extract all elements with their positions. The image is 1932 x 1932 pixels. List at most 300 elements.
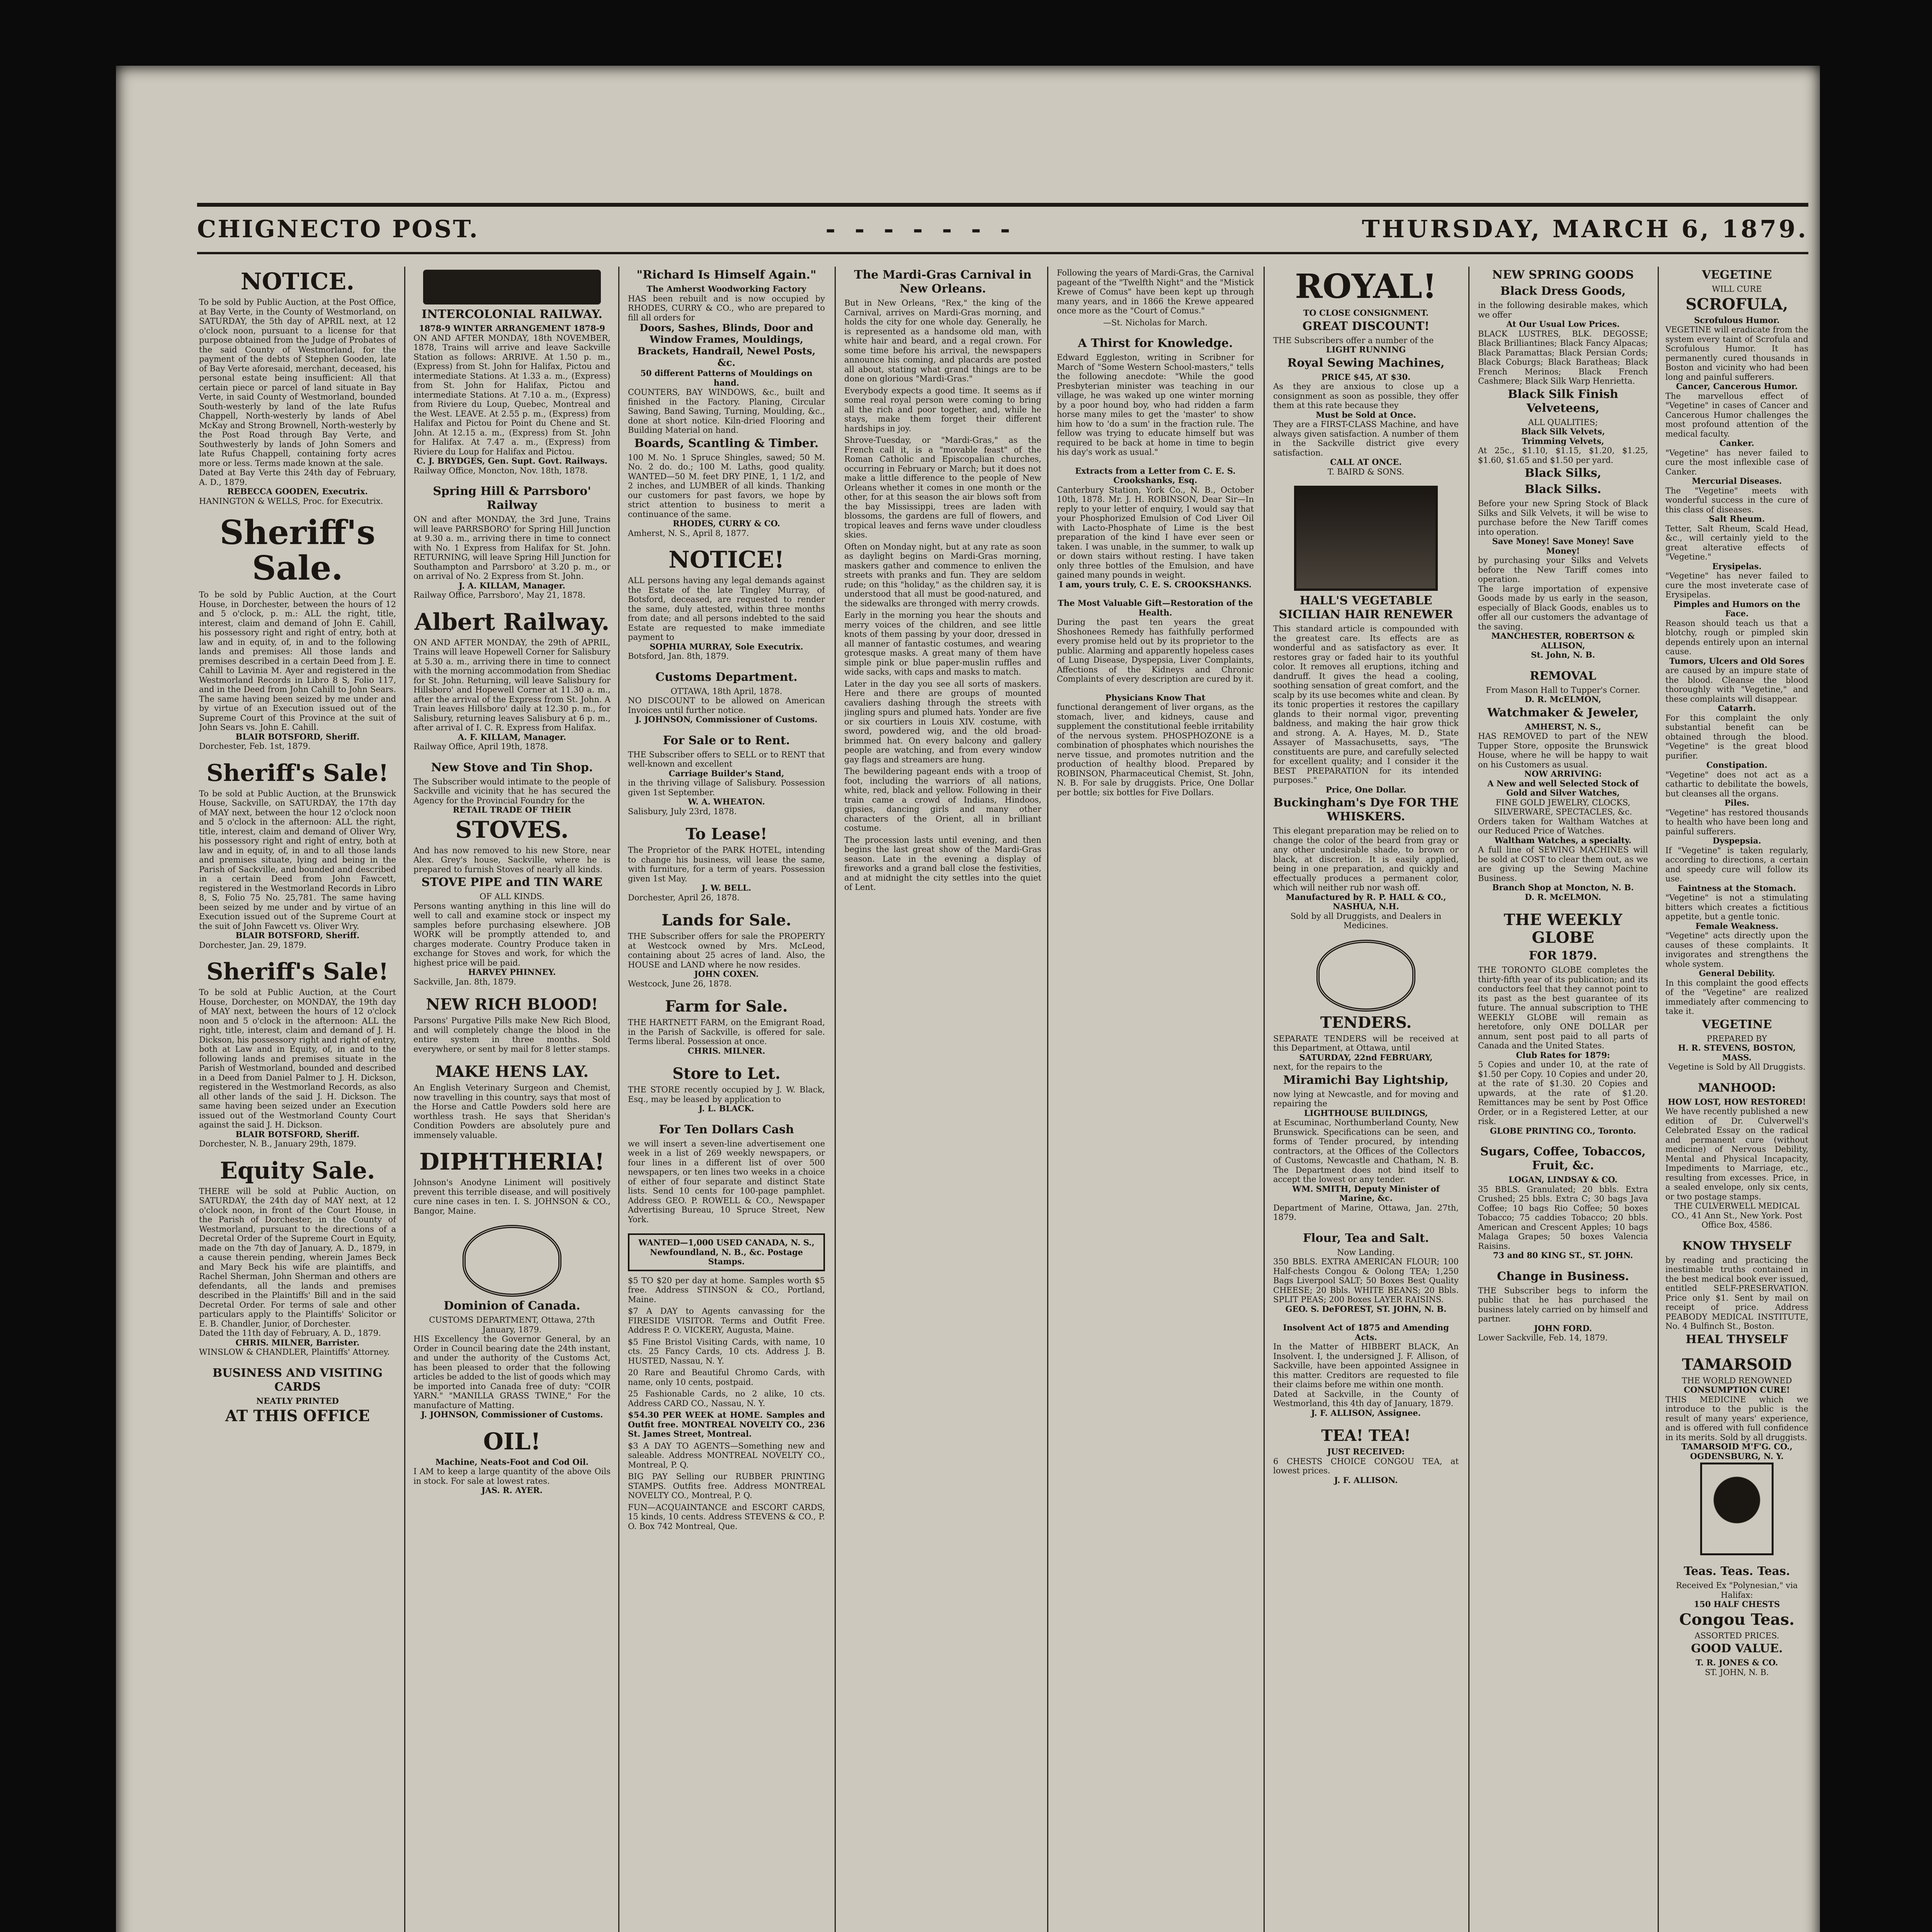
thirst-body: Edward Eggleston, writing in Scribner for March of "Some Western School-masters," tells the following anecdote: "While the good Presbyterian minister was teaching in our village, he was waked up one winter morning by a poor hound boy, who had ridden a farm horse many miles to get the 'master' to show him how to 'do a sum' in the fraction rule. The fellow was trying to educate himself but was required to be back at home in time to begin his day's work as usual." [1057, 353, 1254, 457]
vegetine-section-text: "Vegetine" has never failed to cure the most inveterate case of Erysipelas. [1665, 571, 1808, 599]
black-silks-body: Before your new Spring Stock of Black Silks and Silk Velvets, it will be wise to purchase before the New Tariff comes into operation. [1478, 499, 1648, 537]
vegetine-body: VEGETINE will eradicate from the system every taint of Scrofula and Scrofulous Humor. It has permanently cured thousands in Boston and vicinity who had been long and painful sufferers. [1665, 325, 1808, 382]
removal-sub: From Mason Hall to Tupper's Corner. [1486, 685, 1640, 695]
notice-signature: REBECCA GOODEN, Executrix. [227, 486, 368, 496]
ten-dollars-body: we will insert a seven-line advertisement one week in a list of 269 weekly newspapers, or four lines in a different list of over 500 newspapers, or ten lines two weeks in a choice of either of four separate and distinct State lists. Send 10 cents for 100-page pamphlet. Address GEO. P. ROWELL & CO., Newspaper Advertising Bureau, 10 Spruce Street, New York. [628, 1139, 825, 1224]
sugars-body: 35 BBLS. Granulated; 20 bbls. Extra Crushed; 25 bbls. Extra C; 30 bags Java Coffee; 10 bags Rio Coffee; 50 boxes Tobacco; 75 caddies Tobacco; 20 bbls. American and Crescent Apples; 10 bags Malaga Grapes; 50 boxes Valencia Raisins. [1478, 1184, 1648, 1251]
small-ad: $7 A DAY to Agents canvassing for the FIRESIDE VISITOR. Terms and Outfit Free. Address P. O. VICKERY, Augusta, Maine. [628, 1306, 825, 1335]
change-title: Change in Business. [1497, 1269, 1629, 1283]
stove-shop-body: The Subscriber would intimate to the people of Sackville and vicinity that he has secured the Agency for the Provincial Foundry for the [413, 777, 611, 805]
royal-signature: T. BAIRD & SONS. [1327, 467, 1405, 476]
teas-place: ST. JOHN, N. B. [1705, 1667, 1769, 1677]
to-lease-body: The Proprietor of the PARK HOTEL, intending to change his business, will lease the same, with furniture, for a term of years. Possession given 1st May. [628, 845, 825, 883]
teas-title: Teas. Teas. Teas. [1684, 1565, 1790, 1578]
teas-value: GOOD VALUE. [1691, 1642, 1783, 1655]
masthead-top-rule [197, 203, 1808, 207]
stove-shop-body2: And has now removed to his new Store, near Alex. Grey's house, Sackville, where he is prepared to furnish Stoves of nearly all kinds. [413, 845, 611, 874]
for-sale-ad [628, 734, 825, 816]
teas-chests: 150 HALF CHESTS [1694, 1599, 1780, 1609]
globe-year: FOR 1879. [1529, 949, 1597, 963]
black-silks-title-2: Black Silks. [1524, 483, 1602, 496]
article-paragraph: Everybody expects a good time. It seems as if some real royal person were coming to bring all the rich and poor together, and, while he stays, make them forget their different hardships in joy. [844, 386, 1041, 433]
wanted-stamps-title: WANTED—1,000 USED CANADA, N. S., Newfoundland, N. B., &c. Postage Stamps. [638, 1238, 815, 1266]
column-divider [404, 267, 405, 1932]
murray-notice [628, 547, 825, 661]
whiskers-body: This elegant preparation may be relied on to change the color of the beard from gray or any other undesirable shade, to brown or black, at discretion. It is easily applied, being in one preparation, and quickly and effectually produces a permanent color, which will neither rub nor wash off. [1273, 826, 1459, 892]
oil-subtitle: Machine, Neats-Foot and Cod Oil. [435, 1457, 589, 1467]
for-sale-signature: W. A. WHEATON. [688, 797, 765, 806]
article-paragraph: Early in the morning you hear the shouts and merry voices of the children, and see little knots of them passing by your door, dressed in all manner of fantastic costumes, and wearing grotesque masks. A great many of them have simple pink or blue paper-muslin ruffles and wide sacks, with caps and masks to match. [844, 611, 1041, 677]
gift-title: The Most Valuable Gift—Restoration of the Health. [1058, 598, 1253, 617]
vegetine-sold: Vegetine is Sold by All Druggists. [1668, 1062, 1806, 1071]
notice-proctor: HANINGTON & WELLS, Proc. for Executrix. [199, 496, 383, 506]
vegetine-section-text: "Vegetine" has restored thousands to health who have been long and painful sufferers. [1665, 808, 1808, 836]
insolvent-act-notice [1273, 1323, 1459, 1418]
article-paragraph: The procession lasts until evening, and then begins the last great show of the Mardi-Gras season. Late in the evening a display of fireworks and a grand ball close the festivities, and at midnight the city settles into the quiet of Lent. [844, 835, 1041, 892]
know-body: by reading and practicing the inestimable truths contained in the best medical book ever issued, entitled SELF-PRESERVATION. Price only $1. Sent by mail on receipt of price. Address PEABODY MEDICAL INSTITUTE, No. 4 Bulfinch St., Boston. [1665, 1255, 1808, 1331]
column-7 [1478, 267, 1648, 1932]
column-1 [199, 267, 396, 1932]
richard-body2: COUNTERS, BAY WINDOWS, &c., built and finished in the Factory. Planing, Circular Sawing, Band Sawing, Turning, Moulding, &c., done at short notice. Kiln-dried Flooring and Building Material on hand. [628, 388, 825, 435]
sheriff-sale-1-signature: BLAIR BOTSFORD, Sheriff. [235, 731, 360, 742]
train-illustration [423, 270, 601, 304]
tenders-title: TENDERS. [1320, 1013, 1412, 1032]
years-body: Following the years of Mardi-Gras, the Carnival pageant of the "Twelfth Night" and the "Mistick Krewe of Comus" have been kept up through many years, and in 1866 the Krewe appeared once more as the "Court of Comus." [1057, 268, 1254, 315]
intercolonial-subtitle: 1878-9 WINTER ARRANGEMENT 1878-9 [419, 323, 605, 333]
masthead [197, 209, 1808, 248]
printing-ad [199, 1366, 396, 1425]
vegetine-section-text: are caused by an impure state of the blood. Cleanse the blood thoroughly with "Vegetine," and these complaints will disappear. [1665, 666, 1808, 704]
notice-body: To be sold by Public Auction, at the Post Office, at Bay Verte, in the County of Westmorland, on SATURDAY, the 5th day of APRIL next, at 12 o'clock noon, pursuant to a license for that purpose obtained from the Judge of Probates of the said County of Westmorland, for the payment of the debts of Stephen Gooden, late of Bay Verte aforesaid, merchant, deceased, his personal estate being insufficient: All that certain piece or parcel of land situate in Bay Verte, in said County of Westmorland, bounded South-westerly by land of the late Rufus Chappell, North-westerly by lands of Abel McKay and Strong Brownell, North-westerly by the Post Road through Bay Verte, and Southwesterly by lands of John Somers and late Rufus Chappell, containing forty acres more or less. Terms made known at the sale. [199, 298, 396, 468]
parrsboro-railway-ad [413, 485, 611, 600]
sheriff-sale-2-body: To be sold at Public Auction, at the Brunswick House, Sackville, on SATURDAY, the 17th day of MAY next, between the hour 12 o'clock noon and 5 o'clock in the afternoon: ALL the right, title, interest, claim and demand of Oliver Wry, his possessory right and right of entry, both at law and in equity, of, in and to all those lands and premises situate, lying and being in the Parish of Sackville, and bounded and described in a certain Deed from John Fawcett, registered in the Westmorland Records in Libro 8, S, Folio 75 No. 25,781. The same having been seized by me under and by virtue of an Execution issued out of the Supreme Court at the suit of John Fawcett vs. Oliver Wry. [199, 789, 396, 931]
stove-shop-body3: Persons wanting anything in this line will do well to call and examine stock or inspect my samples before purchasing elsewhere. JOB WORK will be promptly attended to, and charges moderate. Country Produce taken in exchange for Stoves and work, for which the highest price will be paid. [413, 901, 611, 968]
teas-assorted: ASSORTED PRICES. [1694, 1631, 1779, 1640]
removal-name: D. R. McELMON, [1525, 694, 1601, 704]
vegetine-section-text: "Vegetine" acts directly upon the causes of these complaints. It invigorates and strengthens the whole system. [1665, 931, 1808, 969]
tamarsoid-sub: THE WORLD RENOWNED [1682, 1376, 1792, 1385]
stove-shop-title: New Stove and Tin Shop. [431, 760, 593, 774]
tenders-date: SATURDAY, 22nd FEBRUARY, [1299, 1052, 1433, 1062]
vegetine-sections [1665, 382, 1808, 1016]
scrofula-sub: Scrofulous Humor. [1694, 315, 1780, 325]
oil-title: OIL! [483, 1428, 541, 1455]
weekly-globe-ad [1478, 911, 1648, 1136]
intercolonial-title: INTERCOLONIAL RAILWAY. [422, 308, 602, 321]
silk-velvets: Black Silk Velvets, [1521, 427, 1605, 436]
small-ads-list [628, 1276, 825, 1531]
store-signature: J. L. BLACK. [699, 1104, 754, 1113]
tenders-body2: next, for the repairs to the [1273, 1062, 1383, 1071]
stove-shop-retail: RETAIL TRADE OF THEIR [452, 805, 571, 815]
intercolonial-body: ON AND AFTER MONDAY, 18th NOVEMBER, 1878, Trains will arrive and leave Sackville Station as follows: ARRIVE. At 1.50 p. m., (Express) from St. John for Halifax, Pictou and intermediate Stations. At 1.33 a. m., (Express) from St. John for Halifax, Pictou and intermediate Stations. At 7.10 a. m., (Express) from Riviere du Loup, Quebec, Montreal and the West. LEAVE. At 2.55 p. m., (Express) from Halifax and Pictou for Point du Chene and St. John. At 12.15 a. m., (Express) from St. John for Halifax. At 7.47 a. m., (Express) from Riviere du Loup for Halifax and Pictou. [413, 333, 611, 456]
save-money: Save Money! Save Money! Save Money! [1492, 536, 1634, 556]
vegetine-sub: WILL CURE [1712, 284, 1762, 294]
valuable-gift-article [1057, 599, 1254, 684]
physicians-title: Physicians Know That [1105, 692, 1206, 702]
store-title: Store to Let. [672, 1065, 781, 1083]
testimonial [1057, 466, 1254, 590]
trimming-velvets: Trimming Velvets, [1522, 436, 1604, 446]
albert-railway-dated: Railway Office, April 19th, 1878. [413, 742, 548, 751]
heal-title: HEAL THYSELF [1685, 1332, 1788, 1346]
hair-renewer-price: Price, One Dollar. [1325, 784, 1406, 794]
dominion-signature: J. JOHNSON, Commissioner of Customs. [421, 1410, 603, 1419]
notice-ad [199, 269, 396, 506]
parrsboro-signature: J. A. KILLAM, Manager. [459, 580, 565, 590]
lands-signature: JOHN COXEN. [694, 969, 759, 979]
parrsboro-dated: Railway Office, Parrsboro', May 21, 1878. [413, 590, 585, 600]
removal-signature: D. R. McELMON. [1525, 892, 1601, 902]
teas-firm: T. R. JONES & CO. [1696, 1658, 1778, 1667]
hens-lay-ad [413, 1063, 611, 1140]
flour-body: 350 BBLS. EXTRA AMERICAN FLOUR; 100 Half-chests Congou & Oolong TEA; 1,250 Bags Liverpool SALT; 50 Boxes Best Quality CHEESE; 20 Bbls. WHITE BEANS; 20 Bbls. SPLIT PEAS; 200 Boxes LAYER RAISINS. [1273, 1257, 1459, 1304]
velveteens-quality: ALL QUALITIES; [1528, 417, 1598, 427]
vegetine-section-text: The marvellous effect of "Vegetine" in cases of Cancer and Cancerous Humor challenges the most profound attention of the medical faculty. [1665, 391, 1808, 439]
richard-mouldings: 50 different Patterns of Mouldings on hand. [640, 368, 813, 388]
albert-railway-body: ON AND AFTER MONDAY, the 29th of APRIL, Trains will leave Hopewell Corner for Salisbury at 5.30 a. m., arriving there in time to connect with the morning accommodation from Shediac for St. John. Returning, will leave Salisbury for Hillsboro' and Hopewell Corner at 11.30 a. m., after the arrival of the Express from St. John. A Train leaves Hillsboro' daily at 12.30 p. m., for Salisbury, returning leaves Salisbury at 6 p. m., after arrival of I. C. R. Express from Halifax. [413, 638, 611, 732]
mardi-gras-continued [1057, 268, 1254, 327]
removal-arriving: NOW ARRIVING: [1524, 769, 1602, 779]
spring-goods-title: NEW SPRING GOODS [1492, 268, 1634, 282]
years-signature: —St. Nicholas for March. [1103, 318, 1208, 327]
vegetine-section-text: For this complaint the only substantial benefit can be obtained through the blood. "Vegetine" is the great blood purifier. [1665, 713, 1808, 760]
flour-title: Flour, Tea and Salt. [1303, 1231, 1429, 1245]
richard-dated: Amherst, N. S., April 8, 1877. [628, 528, 749, 538]
royal-price: PRICE $45, AT $30. [1321, 372, 1411, 382]
vegetine-section-text: The "Vegetine" meets with wonderful success in the cure of this class of diseases. [1665, 486, 1808, 514]
vegetine-section-text: Reason should teach us that a blotchy, rough or pimpled skin depends entirely upon an internal cause. [1665, 618, 1808, 656]
dress-goods-list: BLACK LUSTRES, BLK. DEGOSSE; Black Brilliantines; Black Fancy Alpacas; Black Paramattas; Black Persian Cords; Black Coburgs; Black Baratheas; Black French Merinos; Black French Cashmere; Black Silk Warp Henrietta. [1478, 329, 1648, 386]
intercolonial-dated: Railway Office, Moncton, Nov. 18th, 1878. [413, 466, 588, 475]
dress-goods-prices: At Our Usual Low Prices. [1506, 319, 1620, 329]
column-4 [844, 267, 1041, 1932]
change-body: THE Subscriber begs to inform the public that he has purchased the business lately carried on by himself and partner. [1478, 1286, 1648, 1323]
vegetine-prepared: PREPARED BY [1706, 1034, 1767, 1043]
tenders-buildings: LIGHTHOUSE BUILDINGS, [1304, 1108, 1428, 1118]
testimonial-title: Extracts from a Letter from C. E. S. Crookshanks, Esq. [1075, 466, 1236, 485]
sheriff-sale-1-body: To be sold by Public Auction, at the Court House, in Dorchester, between the hours of 12 and 5 o'clock, p. m.: ALL the right, title, interest, claim and demand of John E. Cahill, his possessory right and right of entry, both at law and in equity, of, in and to the following lands and premises: All those lands and premises described in a certain Deed from J. E. Cahill to Lavinia M. Ayer and registered in the Westmorland Records in Libro 8 S, Folio 117, and in the Deed from John Cahill to John Sears. The same having been seized by me under and by virtue of an Execution issued out of the Supreme Court of this Province at the suit of John Sears vs. John E. Cahill. [199, 590, 396, 732]
tamarsoid-cure: CONSUMPTION CURE! [1684, 1385, 1790, 1395]
customs-department-notice [628, 670, 825, 724]
albert-railway-ad [413, 609, 611, 752]
masthead-dashes: - - - - - - - [825, 214, 1016, 243]
murray-notice-body: ALL persons having any legal demands against the Estate of the late Tingley Murray, of Botsford, deceased, are requested to render the same, duly attested, within three months from date; and all persons indebted to the said Estate are requested to make immediate payment to [628, 576, 825, 642]
sheriff-sale-1-dated: Dorchester, Feb. 1st, 1879. [199, 742, 311, 751]
msa-place: St. John, N. B. [1531, 650, 1595, 660]
equity-sale-signature: CHRIS. MILNER, Barrister. [235, 1337, 360, 1347]
insolvent-title: Insolvent Act of 1875 and Amending Acts. [1283, 1323, 1449, 1342]
albert-railway-signature: A. F. KILLAM, Manager. [457, 732, 566, 742]
tea-signature: J. F. ALLISON. [1334, 1475, 1398, 1485]
to-lease-ad [628, 825, 825, 902]
richard-boards: Boards, Scantling & Timber. [634, 436, 819, 450]
sheriff-sale-3-signature: BLAIR BOTSFORD, Sheriff. [235, 1129, 360, 1139]
teas-body: Received Ex "Polynesian," via Halifax: [1676, 1581, 1798, 1600]
lands-title: Lands for Sale. [662, 911, 791, 929]
article-paragraph: The bewildering pageant ends with a troop of foot, including the warriors of all nations, white, red, black and yellow. Following in their train came a crowd of Indians, Hindoos, gipsies, dancing girls and many other characters of the Orient, all in brilliant costume. [844, 767, 1041, 833]
removal-ad [1478, 669, 1648, 902]
for-sale-body2: in the thriving village of Salisbury. Possession given 1st September. [628, 778, 825, 797]
tamarsoid-body: THIS MEDICINE which we introduce to the public is the result of many years' experience, and is offered with full confidence in its merits. Sold by all druggists. [1665, 1395, 1808, 1442]
dominion-canada-notice [413, 1225, 611, 1420]
thirst-title: A Thirst for Knowledge. [1078, 337, 1233, 350]
equity-sale-title: Equity Sale. [220, 1157, 375, 1184]
tenders-notice [1273, 940, 1459, 1222]
vegetine-section-heading: Faintness at the Stomach. [1677, 883, 1796, 893]
albert-railway-title: Albert Railway. [414, 608, 610, 636]
royal-body2: As they are anxious to close up a consignment as soon as possible, they offer them at this rate because they [1273, 382, 1459, 410]
vegetine-section-text: Tetter, Salt Rheum, Scald Head, &c., will certainly yield to the great alterative effects of "Vegetine." [1665, 524, 1808, 561]
flour-tea-salt-ad [1273, 1231, 1459, 1314]
removal-trade: Watchmaker & Jeweler, [1487, 706, 1639, 719]
store-to-let-ad [628, 1065, 825, 1114]
tamarsoid-title: TAMARSOID [1682, 1355, 1792, 1374]
vegetine-section-heading: Dyspepsia. [1713, 836, 1761, 845]
whiskers-title: Buckingham's Dye FOR THE WHISKERS. [1273, 796, 1459, 823]
mardi-gras-article [844, 268, 1041, 892]
murray-notice-signature: SOPHIA MURRAY, Sole Executrix. [650, 641, 803, 651]
gift-body: During the past ten years the great Shoshonees Remedy has faithfully performed every promise held out by its proprietor to the public. Alarming and apparently hopeless cases of Lung Disease, Dyspepsia, Liver Complaints, Affections of the Kidneys and Chronic Complaints of every description are cured by it. [1057, 617, 1254, 684]
parrsboro-title: Spring Hill & Parrsboro' Railway [433, 485, 591, 512]
ten-dollars-title: For Ten Dollars Cash [659, 1122, 794, 1136]
store-body: THE STORE recently occupied by J. W. Black, Esq., may be leased by application to [628, 1085, 825, 1104]
masthead-bottom-rule [197, 252, 1808, 254]
for-sale-body: THE Subscriber offers to SELL or to RENT that well-known and excellent [628, 750, 825, 769]
equity-sale-dated: Dated the 11th day of February, A. D., 1879. [199, 1328, 381, 1338]
small-ad: FUN—ACQUAINTANCE and ESCORT CARDS, 15 kinds, 10 cents. Address STEVENS & CO., P. O. Box 742 Montreal, Que. [628, 1502, 825, 1531]
know-title: KNOW THYSELF [1682, 1239, 1792, 1253]
know-thyself-ad [1665, 1239, 1808, 1347]
equity-sale-attorney: WINSLOW & CHANDLER, Plaintiffs' Attorney. [199, 1347, 390, 1357]
dominion-title: Dominion of Canada. [444, 1299, 580, 1313]
testimonial-body: Canterbury Station, York Co., N. B., October 10th, 1878. Mr. J. H. ROBINSON, Dear Sir—In reply to your letter of enquiry, I would say that your Phosphorized Emulsion of Cod Liver Oil with Lacto-Phosphate of Lime is the best preparation of the kind I have ever seen or taken. I was unable, in the summer, to walk up or down stairs without resting. I have taken only three bottles of the Emulsion, and have gained many pounds in weight. [1057, 485, 1254, 580]
royal-body3: They are a FIRST-CLASS Machine, and have always given satisfaction. A number of them in the Sackville district give every satisfaction. [1273, 420, 1459, 457]
velveteens-prices: At 25c., $1.10, $1.15, $1.20, $1.25, $1.60, $1.65 and $1.50 per yard. [1478, 446, 1648, 465]
removal-branch: Branch Shop at Moncton, N. B. [1492, 883, 1634, 892]
column-divider [1658, 267, 1659, 1932]
equity-sale-body: THERE will be sold at Public Auction, on SATURDAY, the 24th day of MAY next, at 12 o'clock noon, in front of the Court House, in the Parish of Dorchester, in the County of Westmorland, pursuant to the directions of a Decretal Order of the Supreme Court in Equity, made on the 7th day of January, A. D., 1879, in a cause therein pending, wherein James Beck and Mary Beck his wife are plaintiffs, and Rachel Sherman, John Sherman and others are defendants, all the lands and premises described in the Plaintiffs' Bill and in the said Decretal Order. For terms of sale and other particulars apply to the Plaintiffs' Solicitor or E. B. Chandler, Junior, of Dorchester. [199, 1186, 396, 1328]
oil-ad [413, 1429, 611, 1495]
teas-congou: Congou Teas. [1679, 1610, 1795, 1629]
removal-town: AMHERST, N. S., [1525, 721, 1601, 731]
vegetine-title: VEGETINE [1702, 268, 1772, 282]
article-paragraph: Often on Monday night, but at any rate as soon as daylight begins on Mardi-Gras morning, maskers gather and commence to enliven the streets with pranks and fun. They are seldom rude; on this "holiday," as the children say, it is understood that all must be good-natured, and the sidewalks are thronged with merry crowds. [844, 542, 1041, 608]
vegetine-section-heading: Constipation. [1706, 760, 1768, 770]
insolvent-signature: J. F. ALLISON, Assignee. [1311, 1408, 1421, 1418]
to-lease-dated: Dorchester, April 26, 1878. [628, 893, 740, 902]
flour-signature: GEO. S. DeFOREST, ST. JOHN, N. B. [1285, 1304, 1447, 1314]
black-silks-title: Black Silks, [1524, 466, 1602, 480]
stove-pipe-heading: STOVE PIPE and TIN WARE [421, 876, 603, 889]
manhood-ad [1665, 1081, 1808, 1230]
stove-shop-dated: Sackville, Jan. 8th, 1879. [413, 977, 516, 986]
lands-dated: Westcock, June 26, 1878. [628, 979, 732, 988]
tenders-body: SEPARATE TENDERS will be received at this Department, at Ottawa, until [1273, 1034, 1459, 1053]
masthead-title: CHIGNECTO POST. [197, 214, 480, 243]
vegetine-section-text: If "Vegetine" is taken regularly, according to directions, a certain and speedy cure will follow its use. [1665, 845, 1808, 883]
oil-body: I AM to keep a large quantity of the above Oils in stock. For sale at lowest rates. [413, 1467, 611, 1486]
black-silks-body2: by purchasing your Silks and Velvets before the New Tariff comes into operation. [1478, 556, 1648, 584]
column-8 [1665, 267, 1808, 1932]
manhood-sub: HOW LOST, HOW RESTORED! [1668, 1097, 1806, 1107]
removal-fine: FINE GOLD JEWELRY, CLOCKS, SILVERWARE, SPECTACLES, &c. [1494, 798, 1632, 816]
sugars-title: Sugars, Coffee, Tobaccos, Fruit, &c. [1480, 1145, 1646, 1172]
physicians-article [1057, 693, 1254, 798]
richard-subtitle: The Amherst Woodworking Factory [646, 284, 806, 294]
royal-subtitle: TO CLOSE CONSIGNMENT. [1303, 308, 1429, 318]
tea-ad [1273, 1427, 1459, 1485]
small-ad: $5 Fine Bristol Visiting Cards, with name, 10 cts. 25 Fancy Cards, 10 cts. Address J. B. HUSTED, Nassau, N. Y. [628, 1337, 825, 1366]
hens-lay-body: An English Veterinary Surgeon and Chemist, now travelling in this country, says that most of the Horse and Cattle Powders sold here are worthless trash. He says that Sheridan's Condition Powders are absolutely pure and immensely valuable. [413, 1083, 611, 1140]
msa-firm: MANCHESTER, ROBERTSON & ALLISON, [1491, 631, 1635, 650]
tamarsoid-ad [1665, 1356, 1808, 1556]
vegetine-section-heading: General Debility. [1699, 968, 1775, 978]
removal-body3: A full line of SEWING MACHINES will be sold at COST to clear them out, as we are giving up the Sewing Machine Business. [1478, 845, 1648, 883]
doctor-portrait [1700, 1463, 1774, 1555]
sheriff-sale-2-signature: BLAIR BOTSFORD, Sheriff. [235, 930, 360, 940]
lands-body: THE Subscriber offers for sale the PROPERTY at Westcock owned by Mrs. McLeod, containing about 25 acres of land. Also, the HOUSE and LAND where he now resides. [628, 932, 825, 969]
hair-renewer-ad [1273, 486, 1459, 930]
flour-landing: Now Landing. [1337, 1247, 1395, 1257]
vegetine-section-text: "Vegetine" has never failed to cure the most inflexible case of Canker. [1665, 448, 1808, 476]
royal-light: LIGHT RUNNING [1326, 345, 1406, 354]
mardi-gras-title: The Mardi-Gras Carnival in New Orleans. [854, 268, 1032, 296]
hair-renewer-illustration [1294, 486, 1438, 591]
diphtheria-body: Johnson's Anodyne Liniment will positively prevent this terrible disease, and will positively cure nine cases in ten. I. S. JOHNSON & CO., Bangor, Maine. [413, 1178, 611, 1216]
sugars-ad [1478, 1145, 1648, 1260]
removal-waltham: Waltham Watches, a specialty. [1494, 835, 1632, 845]
stove-shop-ad [413, 761, 611, 987]
murray-notice-dated: Botsford, Jan. 8th, 1879. [628, 651, 729, 661]
black-silks-body3: The large importation of expensive Goods made by us early in the season, especially of Black Goods, enables us to offer all our customers the advantage of the saving. [1478, 584, 1648, 631]
richard-body: HAS been rebuilt and is now occupied by RHODES, CURRY & CO., who are prepared to fill all orders for [628, 294, 825, 322]
vegetine-section-heading: Canker. [1719, 438, 1754, 448]
hair-renewer-title: HALL'S VEGETABLE SICILIAN HAIR RENEWER [1279, 594, 1453, 621]
tamarsoid-signature: TAMARSOID M'F'G. CO., OGDENSBURG, N. Y. [1681, 1442, 1793, 1461]
richard-body3: 100 M. No. 1 Spruce Shingles, sawed; 50 M. No. 2 do. do.; 100 M. Laths, good quality. WANTED—50 M. feet DRY PINE, 1, 1 1/2, and 2 inches, and LUMBER of all kinds. Thanking our customers for past favors, we hope by strict attention to business to merit a continuance of the same. [628, 452, 825, 519]
richard-items: Doors, Sashes, Blinds, Door and Window Frames, Mouldings, Brackets, Handrail, Newel Posts, &c. [637, 322, 816, 368]
tenders-body4: at Escuminac, Northumberland County, New Brunswick. Specifications can be seen, and forms of Tender procured, by intending contractors, at the Offices of the Collectors of Customs, Newcastle and Chatham, N. B. The Department does not bind itself to accept the lowest or any tender. [1273, 1118, 1459, 1184]
royal-must: Must be Sold at Once. [1316, 410, 1416, 420]
column-divider [1264, 267, 1265, 1932]
farm-title: Farm for Sale. [665, 997, 788, 1015]
vegetine-section-heading: Tumors, Ulcers and Old Sores [1669, 656, 1804, 666]
dress-goods-title: Black Dress Goods, [1500, 284, 1626, 298]
woodworking-factory-ad [628, 268, 825, 538]
sugars-address: 73 and 80 KING ST., ST. JOHN. [1493, 1250, 1633, 1260]
newspaper-page [116, 66, 1820, 1932]
wanted-stamps-ad [628, 1233, 825, 1271]
sheriff-sale-2 [199, 760, 396, 950]
royal-sewing-machines-ad [1273, 269, 1459, 476]
small-ad: 25 Fashionable Cards, no 2 alike, 10 cts. Address CARD CO., Nassau, N. Y. [628, 1389, 825, 1408]
rich-blood-ad [413, 996, 611, 1054]
testimonial-signature: I am, yours truly, C. E. S. CROOKSHANKS. [1059, 579, 1252, 589]
small-ad: $3 A DAY TO AGENTS—Something new and saleable. Address MONTREAL NOVELTY CO., Montreal, P. Q. [628, 1441, 825, 1469]
stove-shop-stoves: STOVES. [455, 816, 569, 844]
dominion-body: HIS Excellency the Governor General, by an Order in Council bearing date the 24th instant, and under the authority of the Customs Act, has been pleased to order that the following articles be added to the list of goods which may be imported into Canada free of duty: "COIR YARN." "MANILLA GRASS TWINE," For the manufacture of Matting. [413, 1334, 611, 1410]
hens-lay-title: MAKE HENS LAY. [435, 1063, 589, 1081]
lands-for-sale-ad [628, 912, 825, 988]
vegetine-footer: VEGETINE [1702, 1017, 1772, 1031]
royal-discount: GREAT DISCOUNT! [1302, 319, 1430, 333]
sheriff-sale-2-title: Sheriff's Sale! [206, 759, 389, 787]
printing-ad-line3: AT THIS OFFICE [225, 1407, 370, 1425]
small-ad: 20 Rare and Beautiful Chromo Cards, with name, only 10 cents, postpaid. [628, 1368, 825, 1387]
notice-title: NOTICE. [240, 268, 355, 295]
sheriff-sale-3-dated: Dorchester, N. B., January 29th, 1879. [199, 1139, 357, 1148]
article-paragraph: Shrove-Tuesday, or "Mardi-Gras," as the French call it, is a "movable feast" of the Roman Catholic and Episcopalian churches, occurring in February or March; but it does not make a little difference to the people of New Orleans whether it comes in one month or the other, for at this season the air blows soft from the bay Mississippi, trees are laden with blossoms, the gardens are full of flowers, and tropical leaves and ferns wave under cloudless skies. [844, 435, 1041, 539]
dress-goods-body: in the following desirable makes, which we offer [1478, 301, 1648, 320]
globe-body2: 5 Copies and under 10, at the rate of $1.50 per Copy. 10 Copies and under 20, at the rate of $1.30. 20 Copies and upwards, at the rate of $1.20. Remittances may be sent by Post Office Order, or in a Registered Letter, at our risk. [1478, 1060, 1648, 1126]
tea-body: 6 CHESTS CHOICE CONGOU TEA, at lowest prices. [1273, 1456, 1459, 1475]
vegetine-section-text: In this complaint the good effects of the "Vegetine" are realized immediately after commencing to take it. [1665, 978, 1808, 1016]
removal-body2: Orders taken for Waltham Watches at our Reduced Price of Watches. [1478, 816, 1648, 835]
velveteens-title: Black Silk Finish Velveteens, [1508, 387, 1618, 415]
column-divider [1468, 267, 1469, 1932]
richard-title: "Richard Is Himself Again." [636, 268, 816, 282]
ten-dollars-ad [628, 1123, 825, 1225]
for-sale-dated: Salisbury, July 23rd, 1878. [628, 806, 737, 816]
tea-sub: JUST RECEIVED: [1327, 1447, 1405, 1456]
column-2 [413, 267, 611, 1932]
tenders-body3: now lying at Newcastle, and for moving and repairing the [1273, 1089, 1459, 1108]
parrsboro-body: ON and after MONDAY, the 3rd June, Trains will leave PARRSBORO' for Spring Hill Junction at 9.30 a. m., arriving there in time to connect with No. 1 Express from Halifax for St. John. RETURNING, will leave Spring Hill Junction for Southampton and Parrsboro' at 3.20 p. m., or on arrival of No. 2 Express from St. John. [413, 515, 611, 581]
royal-machines: Royal Sewing Machines, [1287, 356, 1445, 370]
diphtheria-ad [413, 1149, 611, 1216]
vegetine-section-text: "Vegetine" does not act as a cathartic to debilitate the bowels, but cleanses all the organs. [1665, 770, 1808, 798]
farm-for-sale-ad [628, 998, 825, 1056]
farm-signature: CHRIS. MILNER. [687, 1046, 765, 1056]
to-lease-signature: J. W. BELL. [701, 883, 752, 893]
vegetine-section-heading: Salt Rheum. [1709, 514, 1765, 524]
vegetine-maker: H. R. STEVENS, BOSTON, MASS. [1678, 1043, 1796, 1062]
royal-title: ROYAL! [1295, 267, 1437, 306]
customs-title: Customs Department. [655, 670, 798, 684]
dominion-department: CUSTOMS DEPARTMENT, Ottawa, 27th January, 1879. [429, 1315, 595, 1334]
intercolonial-signature: C. J. BRYDGES, Gen. Supt. Govt. Railways. [416, 456, 608, 466]
article-paragraph: Later in the day you see all sorts of maskers. Here and there are groups of mounted cavaliers dashing through the streets with jingling spurs and plumed hats. Yonder are five or six courtiers in Louis XIV. costume, with sword, powdered wig, and the old broad-brimmed hat. On every balcony and gallery people are watching, and from every window gay flags and streamers are hung. [844, 679, 1041, 764]
removal-title: REMOVAL [1530, 669, 1596, 683]
vegetine-section-text: "Vegetine" is not a stimulating bitters which creates a fictitious appetite, but a gentle tonic. [1665, 893, 1808, 921]
vegetine-ad [1665, 268, 1808, 1072]
globe-club: Club Rates for 1879: [1516, 1050, 1610, 1060]
insolvent-body: In the Matter of HIBBERT BLACK, An Insolvent. I, the undersigned J. F. Allison, of Sackville, have been appointed Assignee in this matter. Creditors are requested to file their claims before me within one month. [1273, 1342, 1459, 1389]
stove-shop-signature: HARVEY PHINNEY. [468, 967, 556, 977]
sheriff-sale-3 [199, 959, 396, 1149]
printing-ad-line2: NEATLY PRINTED [256, 1396, 339, 1406]
for-sale-stand: Carriage Builder's Stand, [668, 768, 784, 778]
teas-ad [1665, 1565, 1808, 1677]
manhood-title: MANHOOD: [1698, 1081, 1776, 1095]
insolvent-dated: Dated at Sackville, in the County of Westmorland, this 4th day of January, 1879. [1273, 1389, 1459, 1408]
customs-body: NO DISCOUNT to be allowed on American Invoices until further notice. [628, 696, 825, 715]
sheriff-sale-3-body: To be sold at Public Auction, at the Court House, Dorchester, on MONDAY, the 19th day of MAY next, between the hours of 12 o'clock noon and 5 o'clock in the afternoon: ALL the right, title, interest, claim and demand of J. H. Dickson, his possessory right and right of entry, both at Law and in Equity, of, in and to the following lands and premises situate in the Parish of Westmorland, bounded and described in a Deed from Daniel Palmer to J. H. Dickson, registered in the Westmorland Records, as also all other lands of the said J. H. Dickson. The same having been seized under an Execution issued out of the Westmorland County Court against the said J. H. Dickson. [199, 988, 396, 1129]
column-divider [1047, 267, 1048, 1932]
royal-arms-emblem [1316, 940, 1415, 1012]
scrofula-title: SCROFULA, [1685, 295, 1788, 313]
equity-sale [199, 1158, 396, 1357]
customs-dated: OTTAWA, 18th April, 1878. [670, 686, 782, 696]
vegetine-section-heading: Piles. [1724, 798, 1750, 808]
whiskers-maker: Manufactured by R. P. HALL & CO., NASHUA, N.H. [1286, 892, 1446, 911]
tenders-dated: Department of Marine, Ottawa, Jan. 27th, 1879. [1273, 1203, 1459, 1222]
sheriff-sale-3-title: Sheriff's Sale! [206, 958, 389, 985]
printing-ad-line1: BUSINESS AND VISITING CARDS [212, 1366, 383, 1394]
sheriff-sale-1-title: Sheriff's Sale. [219, 513, 376, 588]
column-divider [835, 267, 836, 1932]
